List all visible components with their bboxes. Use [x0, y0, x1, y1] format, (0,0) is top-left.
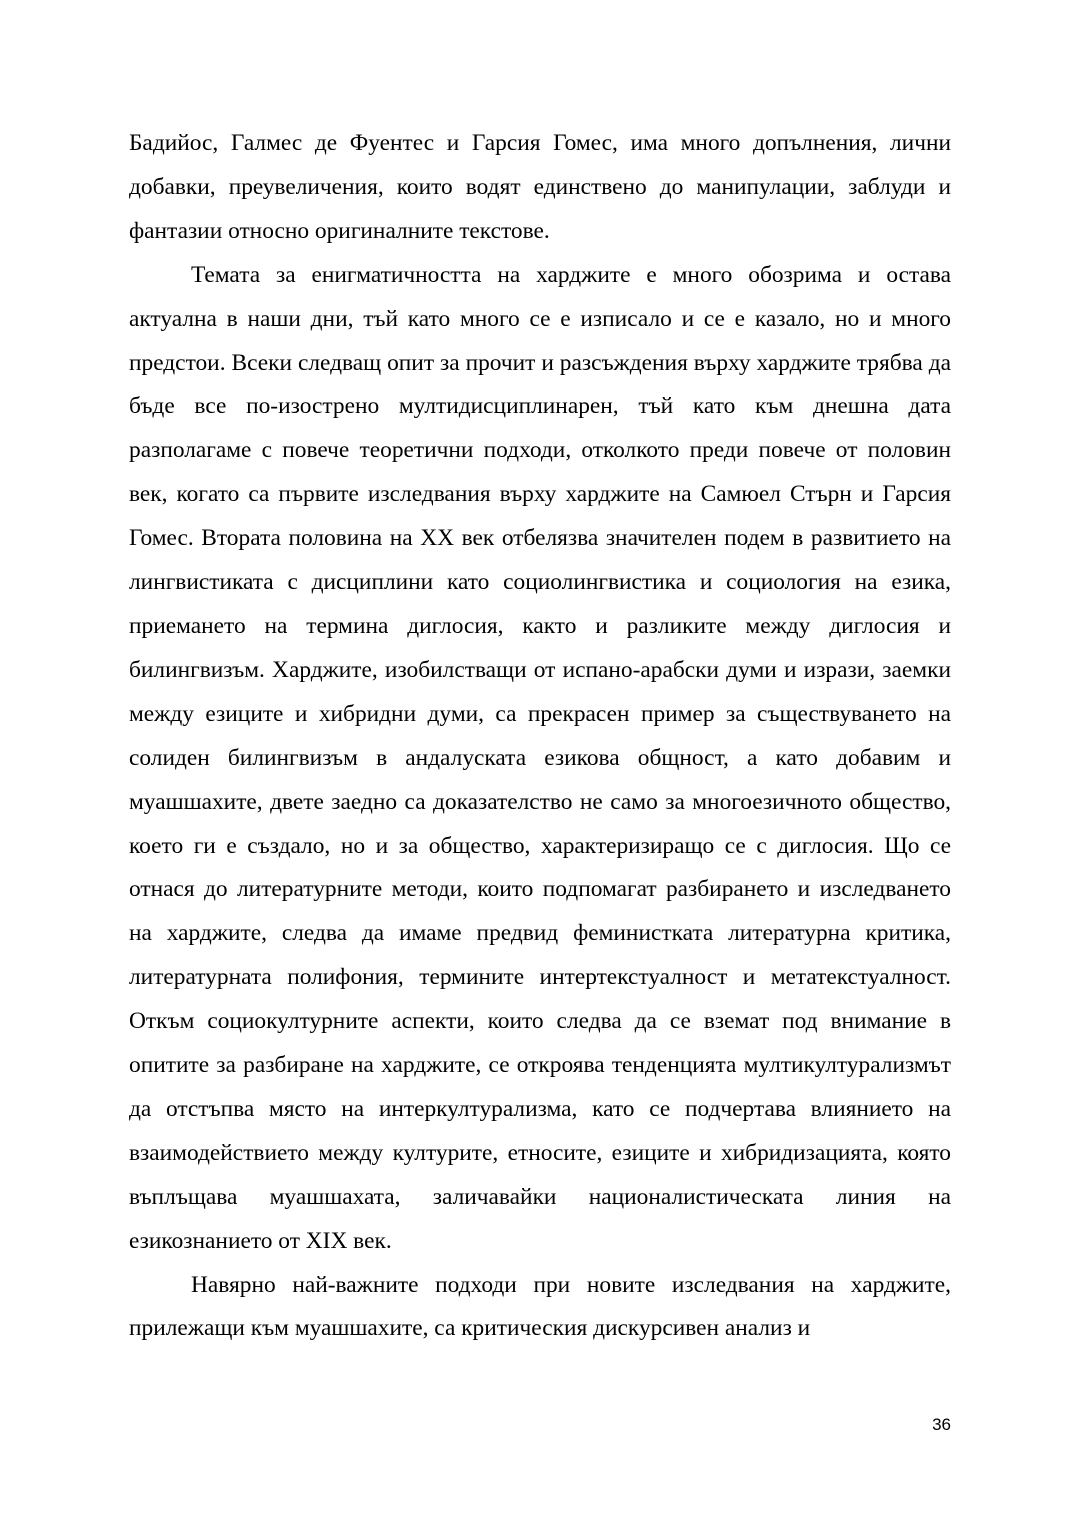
page-number: 36 [932, 1415, 951, 1434]
paragraph-new-approaches: Навярно най-важните подходи при новите изследвания на харджите, прилежащи към муашшахите, са критическия дискурсивен анализ и [129, 1271, 951, 1342]
paragraph-hardzhi-theme: Темата за енигматичността на харджите е много обозрима и остава актуална в наши дни, тъй като много се е изписало и се е казало, но и много предстои. Всеки следващ опит за прочит и разсъждения върху харджите трябва да бъде все по-изострено мултидисциплинарен, тъй като към днешна дата разполагаме с повече теоретични подходи, отколкото преди повече от половин век, когато са първите изследвания върху харджите на Самюел Стърн и Гарсия Гомес. Втората половина на XX век отбелязва значителен подем в развитието на лингвистиката с дисциплини като социолингвистика и социология на езика, приемането на термина диглосия, както и разликите между диглосия и билингвизъм. Харджите, изобилстващи от испано-арабски думи и изрази, заемки между езиците и хибридни думи, са прекрасен пример за съществуването на солиден билингвизъм в андалуската езикова общност, а като добавим и муашшахите, двете заедно са доказателство не само за многоезичното общество, което ги е създало, но и за общество, характеризиращо се с диглосия. Що се отнася до литературните методи, които подпомагат разбирането и изследването на харджите, следва да имаме предвид феминистката литературна критика, литературната полифония, термините интертекстуалност и метатекстуалност. Откъм социокултурните аспекти, които следва да се вземат под внимание в опитите за разбиране на харджите, се откроява тенденцията мултикултурализмът да отстъпва място на интеркултурализма, като се подчертава влиянието на взаимодействието между културите, етносите, езиците и хибридизацията, която въплъщава муашшахата, заличавайки националистическата линия на езикознанието от XIX век. [129, 261, 951, 1254]
paragraph-continuation: Бадийос, Галмес де Фуентес и Гарсия Гомес, има много допълнения, лични добавки, преувеличения, които водят единствено до манипулации, заблуди и фантазии относно оригиналните текстове. [129, 130, 951, 244]
body-text [129, 122, 951, 1351]
